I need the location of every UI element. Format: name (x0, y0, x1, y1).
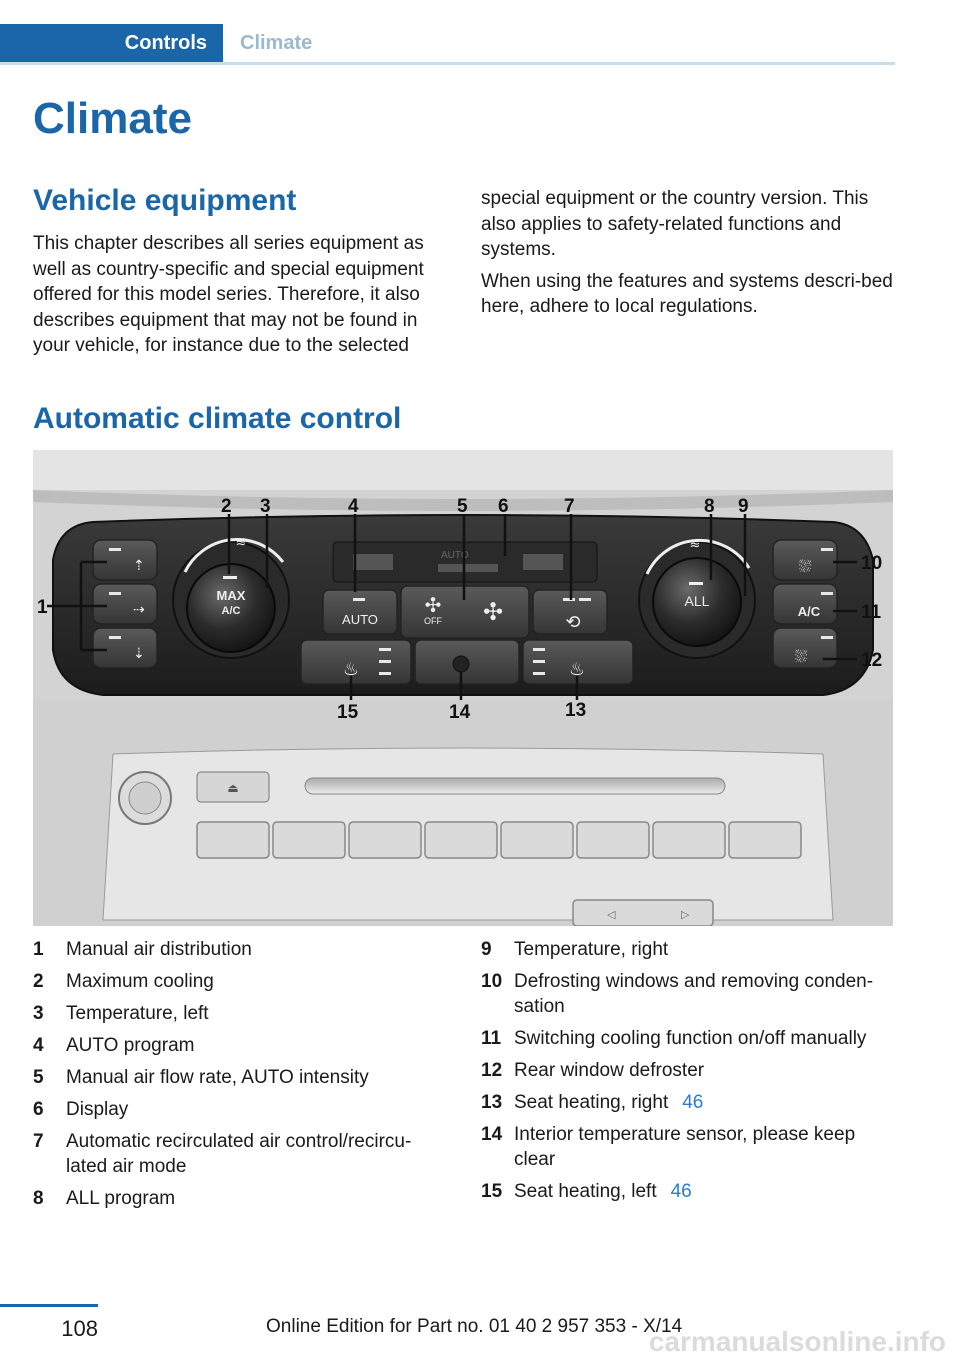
seat-heating-left-icon: ♨ (342, 659, 360, 679)
vehicle-equipment-right-text-1: special equipment or the country version. This also applies to safety-related functions and systems. (481, 188, 869, 260)
legend-item (33, 1001, 441, 1026)
legend-item (33, 1129, 441, 1179)
legend-label: Seat heating, left (514, 1181, 657, 1202)
callout-4: 4 (348, 496, 359, 517)
legend-text (66, 1097, 441, 1122)
legend-number: 14 (481, 1124, 503, 1145)
legend-item (33, 1097, 441, 1122)
callout-12: 12 (861, 650, 883, 671)
ac-label-right: A/C (797, 604, 821, 619)
legend-item (33, 1065, 441, 1090)
legend-right (481, 937, 896, 1211)
page-title: Climate (33, 94, 192, 143)
tab-controls[interactable]: Controls (0, 24, 223, 62)
tab-climate[interactable]: Climate (240, 32, 313, 54)
legend-number: 7 (33, 1131, 44, 1152)
seek-forward-icon: ▷ (681, 909, 690, 921)
legend-number: 8 (33, 1188, 44, 1209)
vehicle-equipment-right-column (481, 186, 893, 326)
callout-9: 9 (738, 496, 749, 517)
legend-text (514, 1122, 896, 1172)
all-label: ALL (684, 593, 710, 609)
callout-8: 8 (704, 496, 715, 517)
legend-number: 10 (481, 971, 503, 992)
legend-label: Switching cooling function on/off manually (514, 1028, 867, 1049)
legend-number: 13 (481, 1092, 503, 1113)
legend-label: Automatic recirculated air control/recircu‐lated air mode (66, 1131, 412, 1177)
legend-item (33, 937, 441, 962)
eject-icon: ⏏ (227, 781, 239, 795)
rear-defrost-icon: ⛆ (794, 649, 808, 666)
max-label: MAX (216, 588, 246, 603)
legend-text (514, 969, 896, 1019)
legend-text (66, 1129, 441, 1179)
legend-number: 2 (33, 971, 44, 992)
legend-text (514, 937, 896, 962)
legend-label: Maximum cooling (66, 971, 214, 992)
legend-text (514, 1026, 896, 1051)
legend-item (481, 1179, 896, 1204)
vehicle-equipment-right-text-2: When using the features and systems descri‐bed here, adhere to local regulations. (481, 270, 893, 317)
callout-2: 2 (221, 496, 232, 517)
fan-low-icon: ✣ (424, 595, 442, 617)
legend-number: 15 (481, 1181, 503, 1202)
legend-label: Manual air flow rate, AUTO intensity (66, 1067, 369, 1088)
legend-text (66, 969, 441, 994)
legend-text (66, 1186, 441, 1211)
climate-control-panel-illustration (33, 450, 893, 926)
legend-label: Display (66, 1099, 129, 1120)
legend-label: ALL program (66, 1188, 176, 1209)
recirculation-icon: ⟲ (565, 612, 581, 632)
callout-5: 5 (457, 496, 468, 517)
edition-text: Online Edition for Part no. 01 40 2 957 353 - X/14 (266, 1316, 683, 1337)
legend-number: 1 (33, 939, 44, 960)
legend-label: AUTO program (66, 1035, 195, 1056)
callout-6: 6 (498, 496, 509, 517)
page-reference-link[interactable]: 46 (682, 1092, 704, 1113)
page-number: 108 (61, 1316, 98, 1341)
legend-number: 6 (33, 1099, 44, 1120)
legend-label: Seat heating, right (514, 1092, 669, 1113)
legend-text (514, 1179, 896, 1204)
vehicle-equipment-left-text: This chapter describes all series equipment as well as country-specific and special equipment offered for this model series. Therefore, it also describes equipment that may not be found in your vehicle, for instance due to the selected (33, 233, 424, 356)
fan-high-icon: ✣ (482, 599, 504, 626)
air-distribution-upper-icon: ⇡ (133, 557, 145, 573)
callout-7: 7 (564, 496, 575, 517)
legend-text (66, 1033, 441, 1058)
legend-text (66, 937, 441, 962)
legend-text (514, 1090, 896, 1115)
callout-11: 11 (861, 602, 882, 623)
callout-13: 13 (565, 700, 587, 721)
auto-label: AUTO (342, 612, 378, 627)
legend-item (481, 937, 896, 962)
header-tabbar (0, 24, 895, 65)
callout-10: 10 (861, 553, 883, 574)
display-auto-text: AUTO (441, 550, 469, 561)
vehicle-equipment-left-column (33, 231, 451, 365)
legend-number: 5 (33, 1067, 44, 1088)
legend-number: 12 (481, 1060, 503, 1081)
callout-15: 15 (337, 702, 359, 723)
legend-item (481, 1026, 896, 1051)
legend-number: 3 (33, 1003, 44, 1024)
legend-label: Temperature, right (514, 939, 669, 960)
air-distribution-middle-icon: ⇢ (133, 601, 145, 617)
watermark: carmanualsonline.info (648, 1326, 946, 1357)
legend-number: 4 (33, 1035, 44, 1056)
legend-label: Defrosting windows and removing conden‐sation (514, 971, 874, 1017)
seat-heating-right-icon: ♨ (568, 659, 586, 679)
legend-text (514, 1058, 896, 1083)
legend-item (481, 1090, 896, 1115)
max-cooling-icon: ≋ (235, 534, 247, 549)
legend-label: Manual air distribution (66, 939, 252, 960)
seek-back-icon: ◁ (607, 909, 616, 921)
legend-left (33, 937, 441, 1218)
footer-rule (0, 1304, 98, 1307)
legend-label: Interior temperature sensor, please keep clear (514, 1124, 856, 1170)
legend-number: 9 (481, 939, 492, 960)
automatic-climate-control-heading: Automatic climate control (33, 402, 402, 435)
legend-item (481, 1058, 896, 1083)
windshield-defrost-icon: ⛆ (798, 559, 812, 576)
legend-label: Temperature, left (66, 1003, 209, 1024)
off-label: OFF (424, 616, 442, 626)
callout-3: 3 (260, 496, 271, 517)
air-distribution-lower-icon: ⇣ (133, 645, 145, 661)
legend-item (33, 1186, 441, 1211)
legend-item (481, 969, 896, 1019)
callout-14: 14 (449, 702, 471, 723)
legend-label: Rear window defroster (514, 1060, 705, 1081)
legend-item (33, 1033, 441, 1058)
legend-number: 11 (481, 1028, 502, 1049)
page-reference-link[interactable]: 46 (670, 1181, 692, 1202)
vehicle-equipment-heading: Vehicle equipment (33, 184, 297, 217)
legend-item (481, 1122, 896, 1172)
legend-text (66, 1001, 441, 1026)
temperature-right-icon: ≋ (689, 536, 701, 551)
legend-item (33, 969, 441, 994)
legend-text (66, 1065, 441, 1090)
callout-1: 1 (37, 597, 48, 618)
ac-label-left: A/C (221, 605, 241, 617)
